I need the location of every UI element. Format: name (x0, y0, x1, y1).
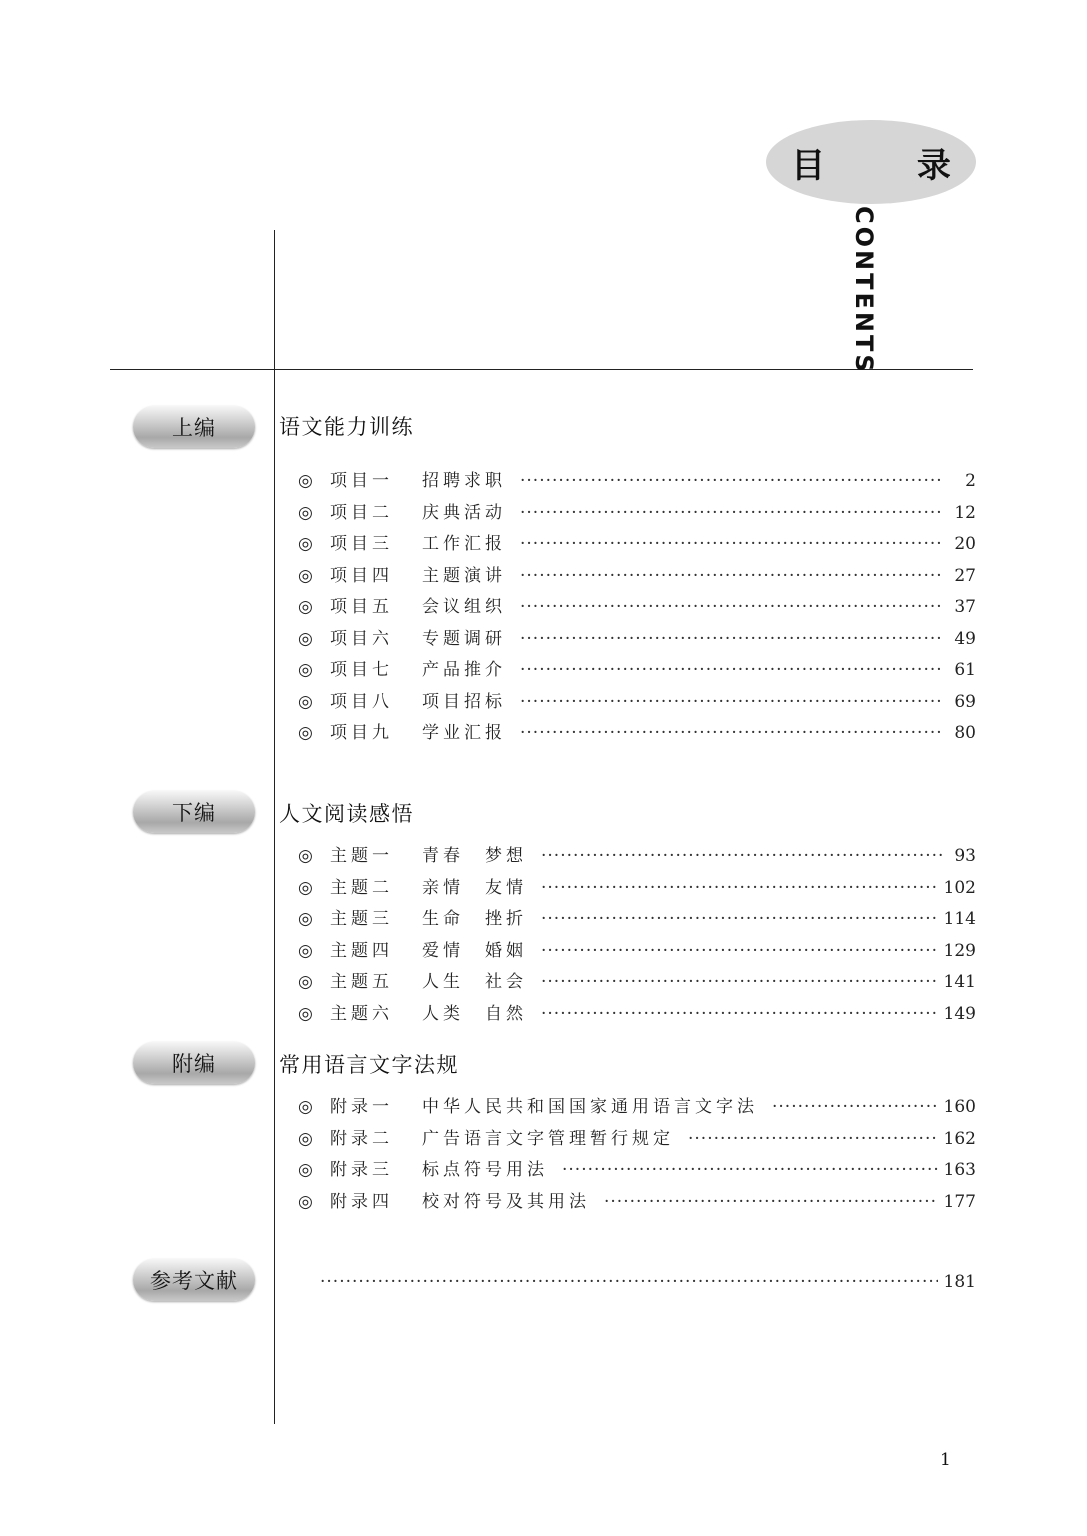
section-title-appendix: 常用语言文字法规 (279, 1053, 459, 1077)
entry-number: 主题一 (330, 846, 393, 866)
section-tag-upper: 上编 (133, 406, 255, 448)
page-number: 1 (940, 1450, 951, 1470)
toc-entry (298, 904, 976, 936)
bullet-icon: ◎ (298, 565, 313, 586)
entry-page: 129 (943, 940, 976, 961)
bullet-icon: ◎ (298, 628, 313, 649)
dot-leader (541, 841, 944, 873)
dot-leader (604, 1187, 938, 1219)
entry-page: 102 (943, 877, 976, 898)
bullet-icon: ◎ (298, 940, 313, 961)
entry-number: 项目八 (330, 691, 393, 712)
toc-entry (298, 1155, 976, 1187)
entry-title: 人生 社会 (422, 972, 527, 992)
entry-list-upper (298, 466, 976, 750)
entry-number: 附录四 (330, 1191, 393, 1212)
dot-leader (688, 1124, 938, 1156)
horizontal-rule (110, 369, 973, 370)
entry-title: 校对符号及其用法 (422, 1191, 590, 1212)
entry-number: 主题四 (330, 940, 393, 961)
entry-title: 学业汇报 (422, 723, 506, 743)
entry-page: 37 (954, 597, 976, 617)
section-title-lower: 人文阅读感悟 (279, 802, 414, 826)
title-oval (766, 120, 991, 204)
section-tag-references: 参考文献 (133, 1259, 255, 1301)
references-entry (320, 1266, 976, 1298)
dot-leader (541, 967, 938, 999)
entry-title: 专题调研 (422, 628, 506, 649)
bullet-icon: ◎ (298, 1003, 313, 1024)
entry-title: 庆典活动 (422, 502, 506, 523)
entry-title: 招聘求职 (422, 471, 506, 491)
entry-title: 标点符号用法 (422, 1160, 548, 1180)
bullet-icon: ◎ (298, 972, 313, 992)
entry-page: 20 (954, 534, 976, 554)
toc-entry (298, 687, 976, 719)
toc-entry (298, 1187, 976, 1219)
dot-leader (520, 718, 944, 750)
bullet-icon: ◎ (298, 1160, 313, 1180)
bullet-icon: ◎ (298, 909, 313, 929)
entry-page: 12 (954, 502, 976, 523)
bullet-icon: ◎ (298, 691, 313, 712)
bullet-icon: ◎ (298, 534, 313, 554)
dot-leader (520, 498, 944, 530)
references-page: 181 (943, 1272, 976, 1292)
entry-number: 附录二 (330, 1128, 393, 1149)
entry-page: 114 (943, 909, 976, 929)
bullet-icon: ◎ (298, 502, 313, 523)
dot-leader (520, 529, 944, 561)
dot-leader (520, 561, 944, 593)
toc-entry (298, 529, 976, 561)
bullet-icon: ◎ (298, 597, 313, 617)
section-tag-appendix: 附编 (133, 1042, 255, 1084)
bullet-icon: ◎ (298, 471, 313, 491)
section-tag-lower: 下编 (133, 791, 255, 833)
entry-title: 广告语言文字管理暂行规定 (422, 1128, 674, 1149)
page-title: 目 录 (791, 145, 991, 186)
toc-entry (298, 1092, 976, 1124)
bullet-icon: ◎ (298, 846, 313, 866)
toc-entry (298, 655, 976, 687)
dot-leader (320, 1266, 938, 1298)
bullet-icon: ◎ (298, 723, 313, 743)
entry-page: 93 (954, 846, 976, 866)
toc-entry (298, 936, 976, 968)
entry-number: 项目五 (330, 597, 393, 617)
toc-entry (298, 1124, 976, 1156)
bullet-icon: ◎ (298, 1128, 313, 1149)
toc-entry (298, 561, 976, 593)
entry-title: 产品推介 (422, 660, 506, 680)
entry-page: 80 (954, 723, 976, 743)
entry-number: 项目九 (330, 723, 393, 743)
entry-number: 项目二 (330, 502, 393, 523)
entry-page: 2 (965, 471, 976, 491)
entry-page: 163 (943, 1160, 976, 1180)
dot-leader (520, 466, 944, 498)
entry-title: 爱情 婚姻 (422, 940, 527, 961)
entry-page: 141 (943, 972, 976, 992)
toc-entry (298, 718, 976, 750)
entry-number: 项目六 (330, 628, 393, 649)
entry-page: 49 (954, 628, 976, 649)
contents-label: CONTENTS (850, 206, 878, 375)
entry-title: 人类 自然 (422, 1003, 527, 1024)
entry-title: 亲情 友情 (422, 877, 527, 898)
entry-number: 项目七 (330, 660, 393, 680)
entry-list-appendix (298, 1092, 976, 1218)
entry-title: 生命 挫折 (422, 909, 527, 929)
entry-number: 项目一 (330, 471, 393, 491)
bullet-icon: ◎ (298, 1097, 313, 1117)
toc-entry (298, 498, 976, 530)
entry-number: 附录一 (330, 1097, 393, 1117)
bullet-icon: ◎ (298, 1191, 313, 1212)
entry-title: 青春 梦想 (422, 846, 527, 866)
entry-title: 中华人民共和国国家通用语言文字法 (422, 1097, 758, 1117)
vertical-rule (274, 230, 275, 1424)
entry-number: 项目三 (330, 534, 393, 554)
entry-page: 162 (943, 1128, 976, 1149)
dot-leader (541, 904, 938, 936)
toc-entry (298, 466, 976, 498)
entry-number: 附录三 (330, 1160, 393, 1180)
entry-page: 69 (954, 691, 976, 712)
entry-number: 主题二 (330, 877, 393, 898)
toc-entry (298, 873, 976, 905)
dot-leader (562, 1155, 938, 1187)
entry-page: 160 (943, 1097, 976, 1117)
entry-title: 会议组织 (422, 597, 506, 617)
entry-title: 主题演讲 (422, 565, 506, 586)
entry-page: 177 (943, 1191, 976, 1212)
dot-leader (520, 687, 944, 719)
entry-number: 主题六 (330, 1003, 393, 1024)
entry-number: 项目四 (330, 565, 393, 586)
bullet-icon: ◎ (298, 660, 313, 680)
toc-entry (298, 841, 976, 873)
toc-entry (298, 592, 976, 624)
entry-number: 主题三 (330, 909, 393, 929)
dot-leader (541, 873, 938, 905)
toc-entry (298, 624, 976, 656)
dot-leader (520, 655, 944, 687)
dot-leader (541, 936, 938, 968)
entry-page: 149 (943, 1003, 976, 1024)
entry-number: 主题五 (330, 972, 393, 992)
entry-page: 27 (954, 565, 976, 586)
entry-title: 工作汇报 (422, 534, 506, 554)
entry-list-lower (298, 841, 976, 1030)
entry-page: 61 (954, 660, 976, 680)
section-title-upper: 语文能力训练 (279, 415, 414, 439)
bullet-icon: ◎ (298, 877, 313, 898)
toc-entry (298, 967, 976, 999)
toc-entry (298, 999, 976, 1031)
dot-leader (541, 999, 938, 1031)
dot-leader (772, 1092, 938, 1124)
dot-leader (520, 624, 944, 656)
entry-title: 项目招标 (422, 691, 506, 712)
dot-leader (520, 592, 944, 624)
